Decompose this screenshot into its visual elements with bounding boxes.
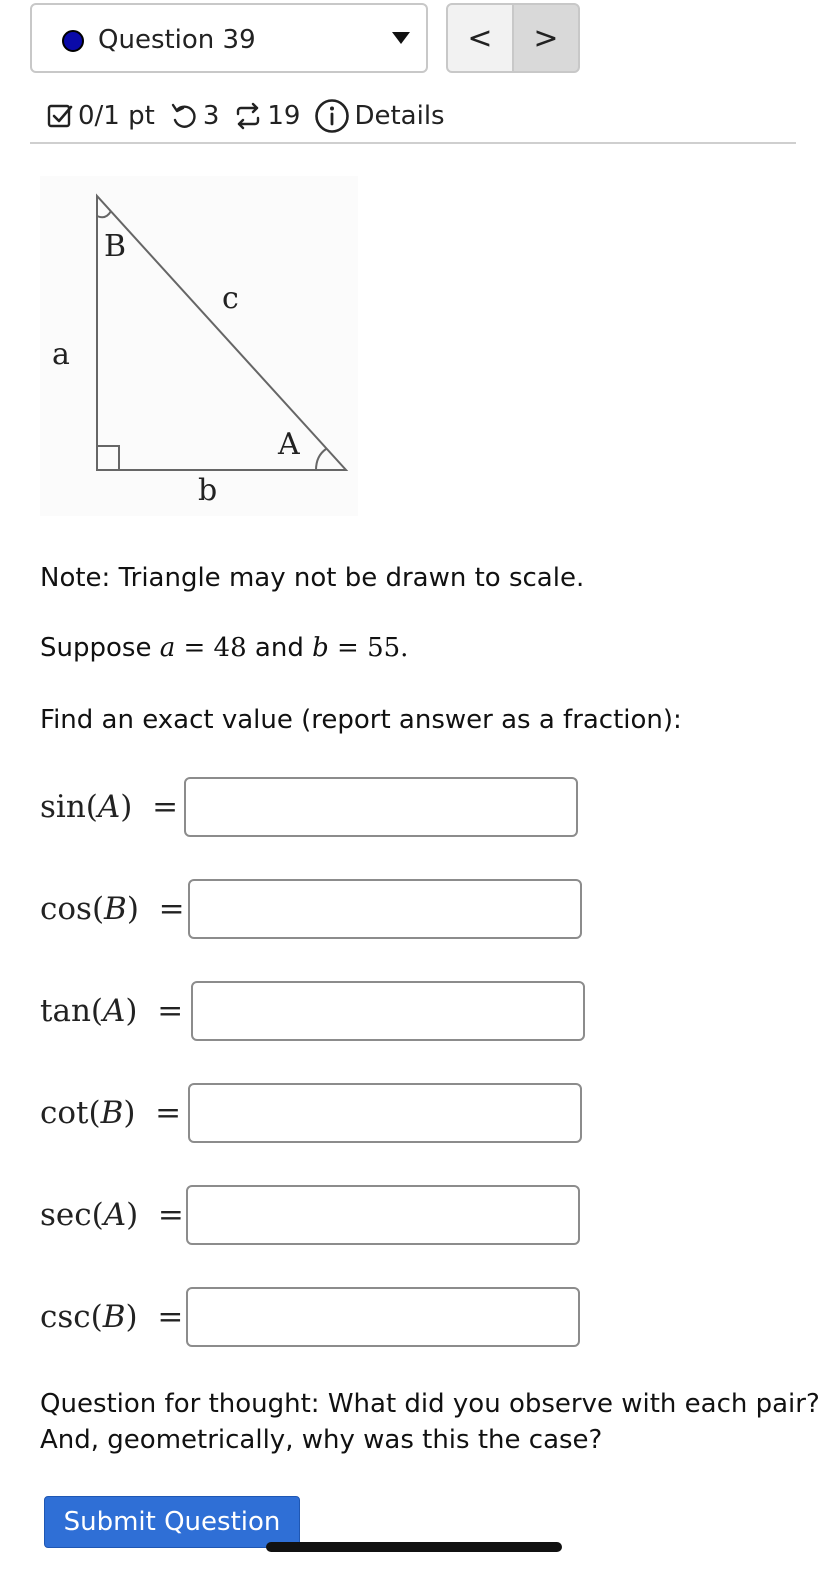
details-link[interactable]: Details [354, 101, 445, 131]
answer-label: tan(A) = [40, 993, 184, 1029]
answer-label: sec(A) = [40, 1197, 184, 1233]
b-value: = 55. [328, 633, 409, 663]
header-divider [30, 142, 796, 144]
fn-name: tan [40, 993, 91, 1029]
fn-arg: A [97, 789, 121, 825]
fn-arg: B [104, 891, 127, 927]
check-square-icon [46, 102, 74, 130]
next-question-button[interactable] [512, 3, 580, 73]
var-a: a [159, 633, 176, 663]
math-a [160, 633, 247, 663]
var-b: b [312, 633, 329, 663]
suppose-text: Suppose [40, 633, 160, 663]
chevron-left-icon: < [467, 20, 493, 56]
question-selector[interactable] [30, 3, 428, 73]
thought-line-1: Question for thought: What did you observe with each pair? [40, 1389, 820, 1419]
submissions-count: 19 [267, 101, 301, 131]
thought-line-2: And, geometrically, why was this the case? [40, 1425, 603, 1455]
vertex-label-A: A [278, 427, 300, 462]
score-text: 0/1 pt [78, 101, 155, 131]
fn-name: csc [40, 1299, 91, 1335]
question-meta [46, 96, 459, 136]
fn-arg: A [103, 1197, 127, 1233]
attempts-count: 3 [202, 101, 220, 131]
fn-name: sin [40, 789, 86, 825]
triangle-diagram [40, 176, 358, 516]
fn-name: sec [40, 1197, 92, 1233]
csc-B-input[interactable] [186, 1287, 580, 1347]
side-label-a: a [52, 337, 70, 372]
and-text: and [246, 633, 313, 663]
sec-A-input[interactable] [186, 1185, 580, 1245]
cos-B-input[interactable] [188, 879, 582, 939]
repeat-icon [233, 101, 263, 131]
fn-arg: B [100, 1095, 124, 1131]
tan-A-input[interactable] [191, 981, 585, 1041]
chevron-right-icon: > [533, 20, 559, 56]
fn-arg: A [103, 993, 126, 1029]
a-value: = 48 [175, 633, 247, 663]
scale-note: Note: Triangle may not be drawn to scale. [40, 563, 585, 593]
side-label-b: b [198, 473, 218, 508]
answer-label: cos(B) = [40, 891, 185, 927]
vertex-label-B: B [104, 229, 127, 264]
fn-arg: B [102, 1299, 126, 1335]
status-dot-icon [62, 30, 84, 52]
question-selector-label: Question 39 [98, 25, 256, 55]
answer-label: sin(A) = [40, 789, 179, 825]
undo-icon [169, 102, 199, 130]
caret-down-icon [392, 32, 410, 44]
previous-question-button[interactable] [446, 3, 514, 73]
sin-A-input[interactable] [184, 777, 578, 837]
thought-question [40, 1386, 820, 1458]
fn-name: cos [40, 891, 92, 927]
triangle-figure [40, 176, 358, 516]
cot-B-input[interactable] [188, 1083, 582, 1143]
math-b [312, 633, 408, 663]
fn-name: cot [40, 1095, 89, 1131]
given-values [40, 630, 408, 666]
instruction-text: Find an exact value (report answer as a fraction): [40, 705, 682, 735]
answer-label: cot(B) = [40, 1095, 182, 1131]
submit-question-button[interactable]: Submit Question [44, 1496, 300, 1548]
info-icon[interactable] [314, 98, 350, 134]
home-indicator [266, 1542, 562, 1552]
side-label-c: c [222, 281, 239, 316]
answer-label: csc(B) = [40, 1299, 184, 1335]
